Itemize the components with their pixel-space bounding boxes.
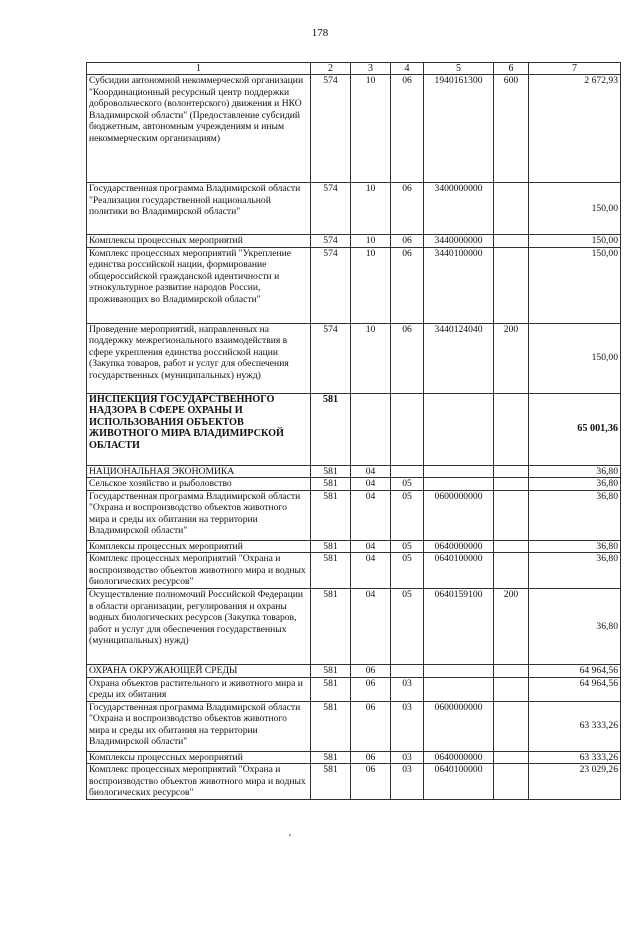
table-row (87, 75, 621, 183)
row-target-article-code: 0640100000 (424, 553, 494, 589)
row-name: Комплекс процессных мероприятий "Охрана и воспроизводство объектов животного мира и водных биологических ресурсов" (87, 553, 311, 589)
row-section-code: 06 (351, 665, 391, 678)
row-amount: 150,00 (529, 235, 621, 248)
row-ved-code: 574 (311, 247, 351, 323)
row-expense-type-code (494, 665, 529, 678)
row-expense-type-code (494, 465, 529, 478)
row-expense-type-code: 200 (494, 323, 529, 393)
row-target-article-code (424, 677, 494, 701)
row-subsection-code: 06 (391, 323, 424, 393)
row-target-article-code: 0600000000 (424, 490, 494, 540)
row-amount: 23 029,26 (529, 764, 621, 800)
table-row (87, 235, 621, 248)
row-subsection-code: 05 (391, 490, 424, 540)
row-subsection-code: 06 (391, 247, 424, 323)
row-name: Сельское хозяйство и рыболовство (87, 478, 311, 491)
table-row (87, 465, 621, 478)
table-row (87, 764, 621, 800)
row-subsection-code: 03 (391, 701, 424, 751)
row-amount: 150,00 (529, 247, 621, 323)
row-ved-code: 581 (311, 465, 351, 478)
row-name: Государственная программа Владимирской области "Охрана и воспроизводство объектов животного мира и среды их обитания на территории Владимирской области" (87, 701, 311, 751)
row-section-code: 04 (351, 490, 391, 540)
row-section-code: 04 (351, 465, 391, 478)
row-name: Комплексы процессных мероприятий (87, 540, 311, 553)
table-row (87, 247, 621, 323)
row-target-article-code: 1940161300 (424, 75, 494, 183)
row-name: Комплексы процессных мероприятий (87, 235, 311, 248)
column-header-2: 2 (311, 63, 351, 75)
row-target-article-code: 0640100000 (424, 764, 494, 800)
row-name: Комплекс процессных мероприятий "Укрепление единства российской нации, формирование общероссийской гражданской идентичности и этнокультурное развитие народов России, проживающих во Владимирской области" (87, 247, 311, 323)
column-header-1: 1 (87, 63, 311, 75)
row-subsection-code: 03 (391, 764, 424, 800)
row-target-article-code: 0600000000 (424, 701, 494, 751)
row-ved-code: 581 (311, 764, 351, 800)
row-amount: 65 001,36 (529, 393, 621, 465)
row-section-code: 04 (351, 540, 391, 553)
row-name: ИНСПЕКЦИЯ ГОСУДАРСТВЕННОГО НАДЗОРА В СФЕРЕ ОХРАНЫ И ИСПОЛЬЗОВАНИЯ ОБЪЕКТОВ ЖИВОТНОГО МИРА ВЛАДИМИРСКОЙ ОБЛАСТИ (87, 393, 311, 465)
table-row (87, 701, 621, 751)
row-expense-type-code: 200 (494, 589, 529, 665)
row-subsection-code: 03 (391, 677, 424, 701)
row-ved-code: 581 (311, 751, 351, 764)
page-number: 178 (311, 27, 329, 39)
row-amount: 36,80 (529, 490, 621, 540)
row-name: Государственная программа Владимирской области "Охрана и воспроизводство объектов животного мира и среды их обитания на территории Владимирской области" (87, 490, 311, 540)
row-ved-code: 581 (311, 589, 351, 665)
row-name: Субсидии автономной некоммерческой организации "Координационный ресурсный центр поддержки добровольческого (волонтерского) движения и НКО Владимирской области" (Предоставление субсидий бюджетным, автономным учреждениям и иным некоммерческим организациям) (87, 75, 311, 183)
row-ved-code: 581 (311, 540, 351, 553)
budget-table (86, 62, 621, 800)
table-header-row (87, 63, 621, 75)
row-ved-code: 581 (311, 478, 351, 491)
row-section-code: 06 (351, 764, 391, 800)
row-section-code: 04 (351, 553, 391, 589)
row-target-article-code: 0640159100 (424, 589, 494, 665)
row-amount: 64 964,56 (529, 677, 621, 701)
row-ved-code: 574 (311, 323, 351, 393)
row-amount: 36,80 (529, 465, 621, 478)
row-expense-type-code (494, 540, 529, 553)
row-section-code: 10 (351, 183, 391, 235)
row-section-code: 06 (351, 751, 391, 764)
table-body (87, 75, 621, 800)
table-row (87, 540, 621, 553)
row-expense-type-code (494, 677, 529, 701)
row-name: Осуществление полномочий Российской Федерации в области организации, регулирования и охраны водных биологических ресурсов (Закупка товаров, работ и услуг для обеспечения государственных (муниципальных) нужд) (87, 589, 311, 665)
row-ved-code: 581 (311, 393, 351, 465)
table-row (87, 553, 621, 589)
row-section-code (351, 393, 391, 465)
row-name: Комплекс процессных мероприятий "Охрана и воспроизводство объектов животного мира и водных биологических ресурсов" (87, 764, 311, 800)
row-ved-code: 581 (311, 553, 351, 589)
row-ved-code: 574 (311, 75, 351, 183)
row-subsection-code (391, 465, 424, 478)
row-ved-code: 574 (311, 183, 351, 235)
row-expense-type-code (494, 764, 529, 800)
row-expense-type-code (494, 478, 529, 491)
row-expense-type-code (494, 247, 529, 323)
row-target-article-code (424, 393, 494, 465)
row-target-article-code: 3440124040 (424, 323, 494, 393)
row-target-article-code: 3400000000 (424, 183, 494, 235)
row-section-code: 10 (351, 75, 391, 183)
row-subsection-code: 06 (391, 183, 424, 235)
row-amount: 36,80 (529, 553, 621, 589)
row-section-code: 06 (351, 701, 391, 751)
row-subsection-code: 05 (391, 540, 424, 553)
row-name: Государственная программа Владимирской области "Реализация государственной национальной политики во Владимирской области" (87, 183, 311, 235)
column-header-5: 5 (424, 63, 494, 75)
row-expense-type-code (494, 393, 529, 465)
row-subsection-code: 06 (391, 235, 424, 248)
row-name: Комплексы процессных мероприятий (87, 751, 311, 764)
row-subsection-code (391, 665, 424, 678)
column-header-3: 3 (351, 63, 391, 75)
table-row (87, 589, 621, 665)
row-ved-code: 581 (311, 665, 351, 678)
row-target-article-code (424, 665, 494, 678)
table-row (87, 393, 621, 465)
row-subsection-code: 05 (391, 478, 424, 491)
row-subsection-code: 06 (391, 75, 424, 183)
row-section-code: 06 (351, 677, 391, 701)
row-amount: 36,80 (529, 589, 621, 665)
row-ved-code: 581 (311, 677, 351, 701)
row-subsection-code: 03 (391, 751, 424, 764)
row-amount: 63 333,26 (529, 701, 621, 751)
row-expense-type-code (494, 183, 529, 235)
row-section-code: 10 (351, 323, 391, 393)
row-target-article-code: 3440100000 (424, 247, 494, 323)
row-target-article-code: 3440000000 (424, 235, 494, 248)
table-row (87, 478, 621, 491)
row-subsection-code: 05 (391, 589, 424, 665)
table-row (87, 665, 621, 678)
row-target-article-code (424, 478, 494, 491)
row-section-code: 10 (351, 235, 391, 248)
table-row (87, 751, 621, 764)
row-name: Проведение мероприятий, направленных на поддержку межрегионального взаимодействия в сфере укрепления единства российской нации (Закупка товаров, работ и услуг для обеспечения государственных (муниципальных) нужд) (87, 323, 311, 393)
row-name: ОХРАНА ОКРУЖАЮЩЕЙ СРЕДЫ (87, 665, 311, 678)
row-expense-type-code (494, 553, 529, 589)
row-amount: 36,80 (529, 478, 621, 491)
row-expense-type-code (494, 235, 529, 248)
row-name: НАЦИОНАЛЬНАЯ ЭКОНОМИКА (87, 465, 311, 478)
row-expense-type-code (494, 751, 529, 764)
row-amount: 2 672,93 (529, 75, 621, 183)
row-amount: 63 333,26 (529, 751, 621, 764)
row-section-code: 04 (351, 478, 391, 491)
table-row (87, 677, 621, 701)
row-amount: 36,80 (529, 540, 621, 553)
row-expense-type-code: 600 (494, 75, 529, 183)
row-section-code: 04 (351, 589, 391, 665)
row-expense-type-code (494, 701, 529, 751)
table-row (87, 183, 621, 235)
row-amount: 150,00 (529, 183, 621, 235)
row-subsection-code (391, 393, 424, 465)
row-ved-code: 581 (311, 701, 351, 751)
row-target-article-code: 0640000000 (424, 540, 494, 553)
table-row (87, 490, 621, 540)
row-amount: 64 964,56 (529, 665, 621, 678)
table-row (87, 323, 621, 393)
column-header-4: 4 (391, 63, 424, 75)
row-expense-type-code (494, 490, 529, 540)
row-ved-code: 581 (311, 490, 351, 540)
footer-mark: ' (289, 833, 291, 844)
row-target-article-code: 0640000000 (424, 751, 494, 764)
column-header-7: 7 (529, 63, 621, 75)
column-header-6: 6 (494, 63, 529, 75)
row-ved-code: 574 (311, 235, 351, 248)
row-name: Охрана объектов растительного и животного мира и среды их обитания (87, 677, 311, 701)
row-amount: 150,00 (529, 323, 621, 393)
row-section-code: 10 (351, 247, 391, 323)
row-target-article-code (424, 465, 494, 478)
row-subsection-code: 05 (391, 553, 424, 589)
